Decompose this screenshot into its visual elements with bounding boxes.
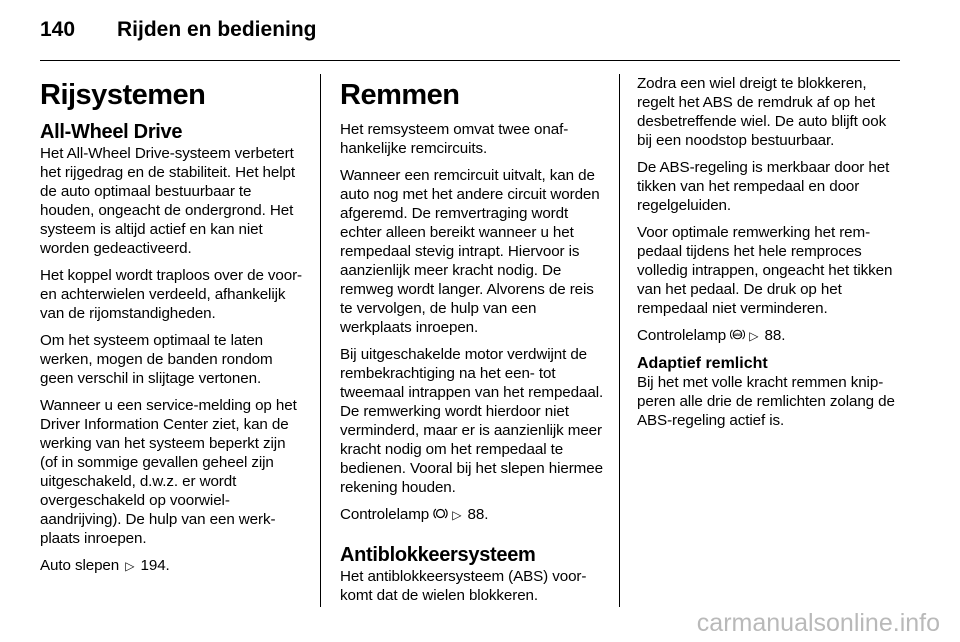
column-3 bbox=[637, 66, 905, 438]
paragraph: Bij het met volle kracht remmen knipperen alle drie de remlichten zolang de ABS-regeling actief is. bbox=[637, 374, 895, 429]
cross-reference-abs-lamp[interactable] bbox=[637, 326, 905, 346]
reference-label: Controlelamp bbox=[340, 506, 430, 523]
paragraph: Het remsysteem omvat twee onafhankelijke remcircuits. bbox=[340, 121, 569, 157]
paragraph: Wanneer u een service-melding op het Driver Information Center ziet, kan de werking van het systeem beperkt zijn (of in sommige gevallen geheel zijn uitgeschakeld, d.w.z. er wordt overgeschakeld op voorwielaandrijving). De hulp van een werkplaats inroepen. bbox=[40, 397, 297, 547]
column-1 bbox=[40, 66, 304, 584]
column-divider-1 bbox=[320, 74, 321, 607]
column-2 bbox=[340, 66, 606, 613]
heading-all-wheel-drive: All-Wheel Drive bbox=[40, 121, 183, 143]
heading-adaptief-remlicht: Adaptief remlicht bbox=[637, 355, 768, 372]
cross-reference-towing[interactable] bbox=[40, 556, 304, 576]
page-number: 140 bbox=[40, 18, 76, 41]
chapter-title-rijsystemen: Rijsystemen bbox=[40, 79, 206, 111]
svg-text:ABS: ABS bbox=[733, 332, 742, 337]
paragraph: Wanneer een remcircuit uitvalt, kan de auto nog met het andere circuit worden afgeremd. De remvertraging wordt echter alleen bereikt wanneer u het rempedaal stevig intrapt. Hiervoor is aanzienlijk meer kracht nodig. De remweg wordt langer. Alvorens de reis te vervolgen, de hulp van een werkplaats inroepen. bbox=[340, 167, 600, 336]
paragraph: Voor optimale remwerking het rempedaal tijdens het hele remproces volledig intrappen, ongeacht het tikken van het pedaal. De druk op het rempedaal niet verminderen. bbox=[637, 224, 893, 317]
cross-reference-brake-lamp[interactable] bbox=[340, 505, 606, 525]
section-title: Rijden en bediening bbox=[117, 18, 317, 41]
reference-label: Auto slepen bbox=[40, 557, 120, 574]
paragraph: De ABS-regeling is merkbaar door het tikken van het rempedaal en door regelgeluiden. bbox=[637, 159, 890, 214]
paragraph: Het All-Wheel Drive-systeem verbetert het rijgedrag en de stabiliteit. Het helpt de auto optimaal bestuurbaar te houden, ongeacht de ondergrond. Het systeem is altijd actief en kan niet worden gedeactiveerd. bbox=[40, 145, 295, 257]
paragraph: Bij uitgeschakelde motor verdwijnt de rembekrachtiging na het een- tot tweemaal intrappen van het rempedaal. De remwerking wordt hierdoor niet verminderd, maar er is aanzienlijk meer kracht nodig om het rempedaal te bedienen. Vooral bij het slepen hiermee rekening houden. bbox=[340, 346, 604, 496]
page-reference-icon: ▷ bbox=[452, 508, 462, 522]
heading-antiblokkeersysteem: Antiblokkeersysteem bbox=[340, 544, 536, 566]
paragraph: Het antiblokkeersysteem (ABS) voorkomt dat de wielen blokkeren. bbox=[340, 568, 587, 604]
watermark: carmanualsonline.info bbox=[696, 609, 940, 637]
abs-warning-lamp-icon bbox=[730, 328, 745, 341]
reference-page: 194. bbox=[140, 557, 170, 574]
page-reference-icon: ▷ bbox=[749, 329, 759, 343]
paragraph: Om het systeem optimaal te laten werken, mogen de banden rondom geen verschil in slijtage vertonen. bbox=[40, 332, 273, 387]
brake-warning-lamp-icon bbox=[433, 507, 448, 520]
reference-page: 88. bbox=[467, 506, 489, 523]
chapter-title-remmen: Remmen bbox=[340, 79, 460, 111]
column-divider-2 bbox=[619, 74, 620, 607]
reference-label: Controlelamp bbox=[637, 327, 727, 344]
paragraph: Het koppel wordt traploos over de voor- en achterwielen verdeeld, afhankelijk van de rijomstandigheden. bbox=[40, 267, 303, 322]
header-rule bbox=[40, 60, 900, 61]
page-reference-icon: ▷ bbox=[125, 559, 135, 573]
reference-page: 88. bbox=[764, 327, 786, 344]
paragraph: Zodra een wiel dreigt te blokkeren, regelt het ABS de remdruk af op het desbetreffende wiel. De auto blijft ook bij een noodstop bestuurbaar. bbox=[637, 75, 887, 149]
